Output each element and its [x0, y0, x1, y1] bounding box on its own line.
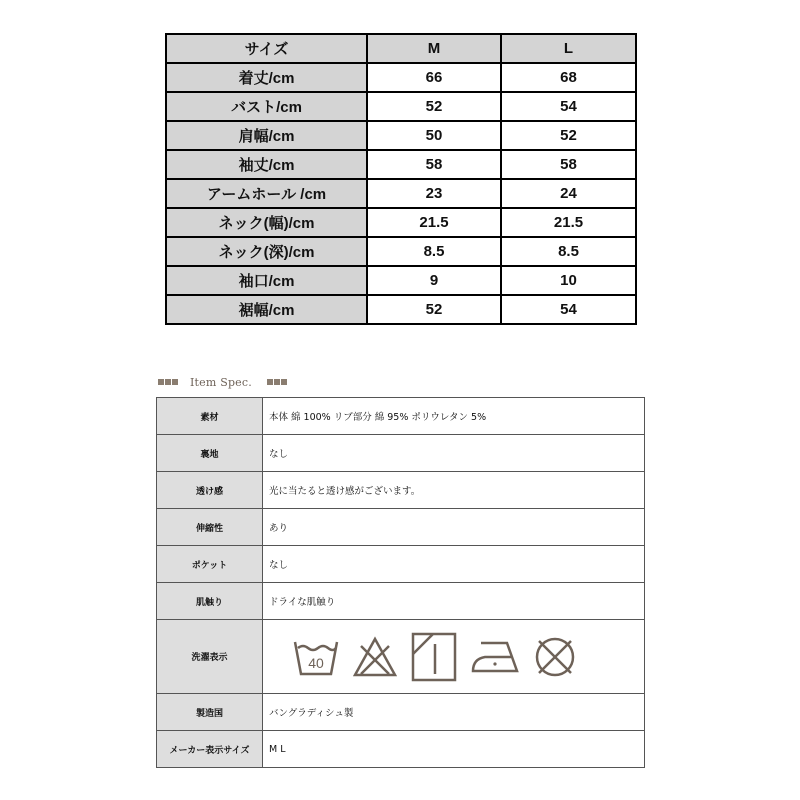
- spec-label: メーカー表示サイズ: [157, 731, 263, 768]
- wash-40-icon: [293, 636, 339, 678]
- value-l: 8.5: [501, 237, 636, 266]
- spec-row-maker-size: [157, 731, 645, 768]
- row-label: アームホール /cm: [166, 179, 367, 208]
- spec-row-sheerness: [157, 472, 645, 509]
- spec-row-material: [157, 398, 645, 435]
- value-m: 52: [367, 295, 501, 324]
- spec-label: 肌触り: [157, 583, 263, 620]
- value-m: 21.5: [367, 208, 501, 237]
- value-m: 8.5: [367, 237, 501, 266]
- decorative-squares-right: [267, 379, 287, 385]
- value-l: 52: [501, 121, 636, 150]
- size-table: [165, 33, 637, 325]
- wash-temperature: 40: [308, 654, 324, 671]
- no-bleach-icon: [353, 636, 397, 678]
- spec-row-texture: [157, 583, 645, 620]
- size-header-l: L: [501, 34, 636, 63]
- row-label: 袖丈/cm: [166, 150, 367, 179]
- value-l: 54: [501, 295, 636, 324]
- row-label: バスト/cm: [166, 92, 367, 121]
- iron-low-icon: [471, 639, 519, 675]
- table-row: [166, 63, 636, 92]
- no-dry-clean-icon: [533, 635, 577, 679]
- value-l: 68: [501, 63, 636, 92]
- spec-row-origin: [157, 694, 645, 731]
- item-spec-heading: [158, 374, 287, 390]
- spec-label: 裏地: [157, 435, 263, 472]
- spec-value: ドライな肌触り: [263, 583, 645, 620]
- table-row: [166, 150, 636, 179]
- value-m: 50: [367, 121, 501, 150]
- spec-label: 製造国: [157, 694, 263, 731]
- table-row: [166, 121, 636, 150]
- value-l: 21.5: [501, 208, 636, 237]
- value-l: 54: [501, 92, 636, 121]
- spec-label: ポケット: [157, 546, 263, 583]
- table-row: [166, 92, 636, 121]
- row-label: ネック(深)/cm: [166, 237, 367, 266]
- row-label: 肩幅/cm: [166, 121, 367, 150]
- spec-value: M L: [263, 731, 645, 768]
- value-l: 24: [501, 179, 636, 208]
- decorative-squares-left: [158, 379, 178, 385]
- value-m: 58: [367, 150, 501, 179]
- value-l: 10: [501, 266, 636, 295]
- table-row: [166, 295, 636, 324]
- spec-row-care: [157, 620, 645, 694]
- value-m: 23: [367, 179, 501, 208]
- item-spec-title: Item Spec.: [190, 375, 252, 389]
- row-label: 袖口/cm: [166, 266, 367, 295]
- value-m: 52: [367, 92, 501, 121]
- care-symbols: [263, 620, 645, 694]
- spec-value: なし: [263, 546, 645, 583]
- table-row: [166, 266, 636, 295]
- spec-label: 素材: [157, 398, 263, 435]
- spec-row-stretch: [157, 509, 645, 546]
- table-row: [166, 179, 636, 208]
- row-label: ネック(幅)/cm: [166, 208, 367, 237]
- spec-value: あり: [263, 509, 645, 546]
- spec-row-lining: [157, 435, 645, 472]
- spec-value: バングラディシュ製: [263, 694, 645, 731]
- row-label: 裾幅/cm: [166, 295, 367, 324]
- value-m: 66: [367, 63, 501, 92]
- spec-value: 光に当たると透け感がございます。: [263, 472, 645, 509]
- spec-row-pocket: [157, 546, 645, 583]
- size-header-label: サイズ: [166, 34, 367, 63]
- value-m: 9: [367, 266, 501, 295]
- spec-value: 本体 綿 100% リブ部分 綿 95% ポリウレタン 5%: [263, 398, 645, 435]
- item-spec-table: [156, 397, 645, 768]
- size-table-header: [166, 34, 636, 63]
- spec-value: なし: [263, 435, 645, 472]
- table-row: [166, 208, 636, 237]
- spec-label: 透け感: [157, 472, 263, 509]
- row-label: 着丈/cm: [166, 63, 367, 92]
- drip-dry-shade-icon: [411, 632, 457, 682]
- size-header-m: M: [367, 34, 501, 63]
- table-row: [166, 237, 636, 266]
- value-l: 58: [501, 150, 636, 179]
- spec-label: 伸縮性: [157, 509, 263, 546]
- spec-label: 洗濯表示: [157, 620, 263, 694]
